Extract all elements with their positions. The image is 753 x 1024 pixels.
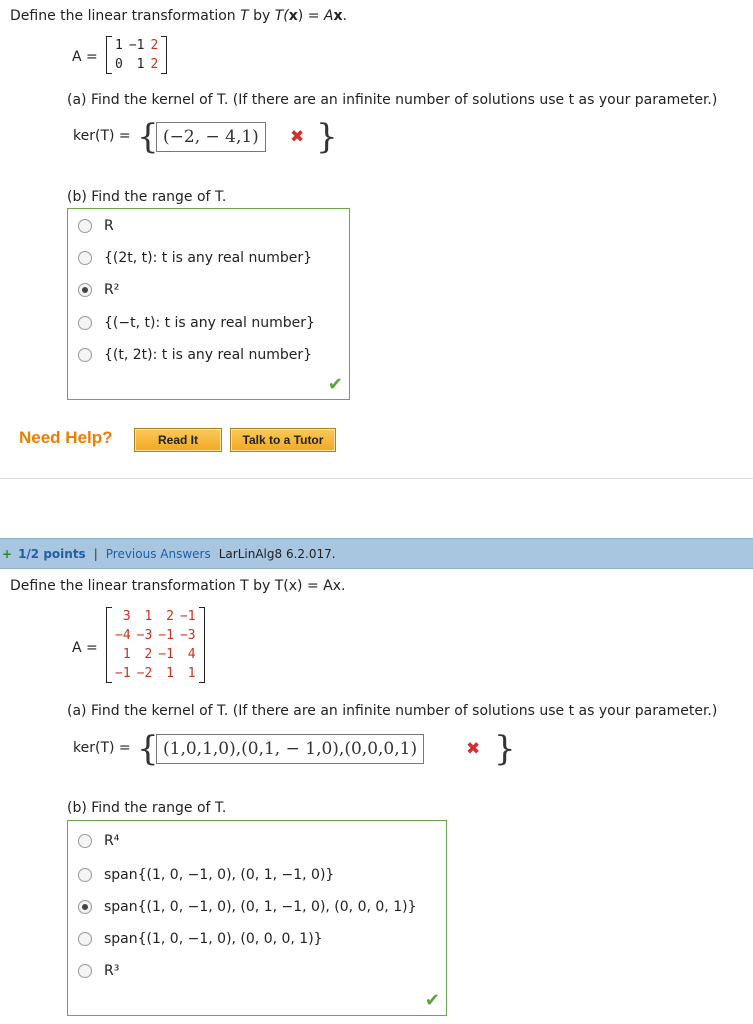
matrix-cell: 1 <box>115 38 123 53</box>
option-label: {(−t, t): t is any real number} <box>104 315 315 331</box>
q2-part-b: (b) Find the range of T. <box>67 800 227 816</box>
option-label: R <box>104 218 114 234</box>
radio-button[interactable] <box>78 219 92 233</box>
radio-button[interactable] <box>78 316 92 330</box>
q1-matrix <box>112 36 161 74</box>
radio-button[interactable] <box>78 834 92 848</box>
matrix-cell: 2 <box>150 57 159 72</box>
points-label: 1/2 points <box>18 546 86 561</box>
q2-kernel-value: (1,0,1,0),(0,1, − 1,0),(0,0,0,1) <box>163 739 418 759</box>
range-option[interactable] <box>78 282 119 298</box>
range-option[interactable] <box>78 347 312 363</box>
q2-part-a: (a) Find the kernel of T. (If there are an infinite number of solutions use t as your parameter.) <box>67 703 718 719</box>
matrix-cell: −2 <box>136 666 153 681</box>
q2-left-brace: { <box>137 729 159 769</box>
incorrect-icon: ✖ <box>466 739 481 759</box>
matrix-cell: 2 <box>166 609 174 624</box>
matrix-cell: −1 <box>128 38 145 53</box>
matrix-cell: −4 <box>115 628 131 643</box>
q2-ker-label: ker(T) = <box>73 740 131 756</box>
incorrect-icon: ✖ <box>290 127 305 147</box>
option-label: span{(1, 0, −1, 0), (0, 1, −1, 0), (0, 0, 0, 1)} <box>104 899 417 915</box>
range-option[interactable] <box>78 931 323 947</box>
matrix-cell: −1 <box>179 609 196 624</box>
range-option[interactable] <box>78 218 114 234</box>
q1-ker-label: ker(T) = <box>73 128 131 144</box>
q1-left-brace: { <box>137 117 159 157</box>
q2-right-brace: } <box>494 729 516 769</box>
matrix-cell: 2 <box>144 647 153 662</box>
radio-button[interactable] <box>78 348 92 362</box>
option-label: span{(1, 0, −1, 0), (0, 0, 0, 1)} <box>104 931 323 947</box>
matrix-row <box>112 607 199 626</box>
matrix-cell: 4 <box>187 647 196 662</box>
matrix-cell: −1 <box>115 666 131 681</box>
q2-kernel-answer[interactable] <box>156 734 424 764</box>
q1-matrix-label: A = <box>72 49 98 65</box>
q2-matrix-label: A = <box>72 640 98 656</box>
range-option[interactable] <box>78 315 315 331</box>
range-option[interactable] <box>78 833 119 849</box>
option-label: R⁴ <box>104 833 120 849</box>
range-option[interactable] <box>78 867 334 883</box>
matrix-cell: −3 <box>136 628 153 643</box>
option-label: span{(1, 0, −1, 0), (0, 1, −1, 0)} <box>104 867 335 883</box>
radio-button[interactable] <box>78 932 92 946</box>
expand-plus-icon[interactable]: + <box>2 546 13 561</box>
matrix-cell: 0 <box>115 57 123 72</box>
matrix-row <box>112 645 199 664</box>
matrix-cell: 2 <box>150 38 159 53</box>
option-label: {(2t, t): t is any real number} <box>104 250 313 266</box>
matrix-row <box>112 36 161 55</box>
q1-part-a: (a) Find the kernel of T. (If there are an infinite number of solutions use t as your parameter.) <box>67 92 718 108</box>
matrix-cell: 1 <box>136 57 145 72</box>
q2-matrix <box>112 607 199 683</box>
range-option[interactable] <box>78 963 119 979</box>
option-label: R² <box>104 282 120 298</box>
matrix-row <box>112 55 161 74</box>
previous-answers-link[interactable]: Previous Answers <box>105 546 211 561</box>
matrix-row <box>112 664 199 683</box>
range-option[interactable] <box>78 250 312 266</box>
q2-header-bar <box>0 538 753 569</box>
q2-prompt: Define the linear transformation T by T(x) = Ax. <box>10 578 346 594</box>
q1-kernel-value: (−2, − 4,1) <box>163 127 259 147</box>
option-label: {(t, 2t): t is any real number} <box>104 347 313 363</box>
range-option[interactable] <box>78 899 416 915</box>
q1-prompt: Define the linear transformation T by T(x) = Ax. <box>10 8 347 24</box>
matrix-cell: 1 <box>187 666 196 681</box>
radio-button[interactable] <box>78 868 92 882</box>
q1-range-options <box>67 208 350 400</box>
matrix-cell: 1 <box>122 647 131 662</box>
read-it-button[interactable]: Read It <box>134 428 222 452</box>
matrix-cell: −1 <box>158 647 174 662</box>
correct-check-icon: ✔ <box>327 374 343 395</box>
header-separator: | <box>93 546 98 561</box>
q1-kernel-answer[interactable] <box>156 122 266 152</box>
q2-range-options <box>67 820 447 1016</box>
matrix-row <box>112 626 199 645</box>
matrix-cell: 3 <box>122 609 131 624</box>
option-label: R³ <box>104 963 120 979</box>
q1-right-brace: } <box>316 117 338 157</box>
matrix-cell: 1 <box>144 609 153 624</box>
need-help-label: Need Help? <box>19 428 113 447</box>
matrix-cell: −1 <box>158 628 174 643</box>
matrix-cell: −3 <box>179 628 196 643</box>
divider <box>0 478 753 479</box>
radio-button[interactable] <box>78 283 92 297</box>
talk-to-tutor-button[interactable]: Talk to a Tutor <box>230 428 336 452</box>
radio-button[interactable] <box>78 964 92 978</box>
radio-button[interactable] <box>78 900 92 914</box>
question-code: LarLinAlg8 6.2.017. <box>218 546 336 561</box>
q1-part-b: (b) Find the range of T. <box>67 189 227 205</box>
correct-check-icon: ✔ <box>424 990 440 1011</box>
radio-button[interactable] <box>78 251 92 265</box>
matrix-cell: 1 <box>166 666 174 681</box>
